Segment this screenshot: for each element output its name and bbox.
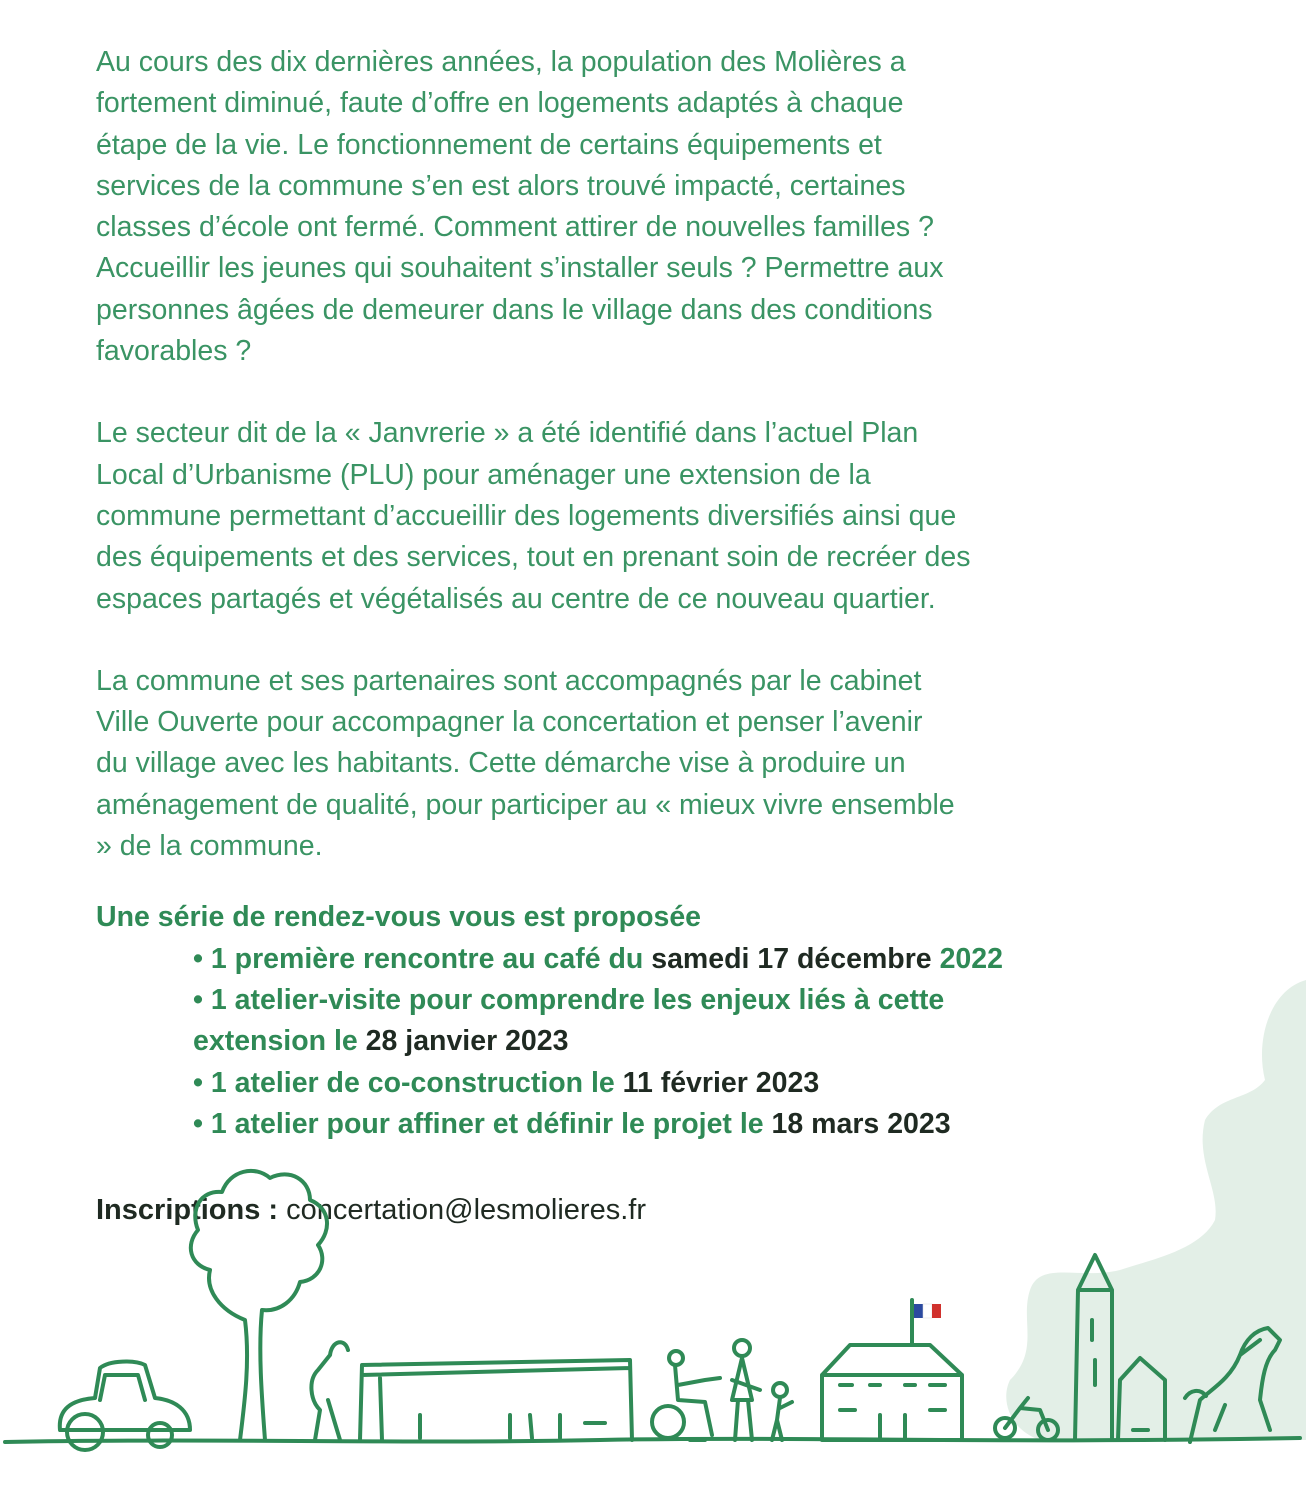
musician-icon bbox=[311, 1342, 348, 1440]
village-illustration bbox=[0, 960, 1306, 1509]
event-text: • 1 première rencontre au café du bbox=[193, 942, 652, 975]
child-icon bbox=[772, 1398, 792, 1440]
car-icon bbox=[60, 1362, 190, 1430]
event-date: samedi 17 décembre bbox=[651, 942, 932, 975]
adult-icon bbox=[732, 1358, 760, 1440]
event-date: 11 février 2023 bbox=[622, 1066, 820, 1099]
event-text: • 1 atelier pour affiner et définir le projet le bbox=[193, 1107, 772, 1140]
townhall-icon bbox=[822, 1345, 962, 1440]
flag-red-icon bbox=[932, 1304, 941, 1318]
event-date: 28 janvier 2023 bbox=[365, 1025, 569, 1058]
event-suffix: 2022 bbox=[931, 942, 1003, 975]
inscriptions-label: Inscriptions : bbox=[96, 1194, 287, 1227]
series-title: Une série de rendez-vous vous est proposée bbox=[96, 901, 702, 934]
janvrerie-paragraph: Le secteur dit de la « Janvrerie » a été identifié dans l’actuel Plan Local d’Urbanisme (PLU) pour aménager une extension de la commune permettant d’accueillir des logements diversifiés ainsi que des équipements et des services, tout en prenant soin de recréer des espaces partagés et végétalisés au centre de ce nouveau quartier. bbox=[96, 417, 971, 615]
event-text: • 1 atelier-visite pour comprendre les enjeux liés à cette extension le bbox=[193, 983, 945, 1058]
ground-line bbox=[5, 1438, 1300, 1442]
email-link[interactable]: concertation@lesmolieres.fr bbox=[286, 1194, 646, 1227]
event-text: • 1 atelier de co-construction le bbox=[193, 1066, 623, 1099]
flag-white-icon bbox=[923, 1304, 932, 1318]
intro-paragraph: Au cours des dix dernières années, la population des Molières a fortement diminué, faute d’offre en logements adaptés à chaque étape de la vie. Le fonctionnement de certains équipements et services de la commune s’en est alors trouvé impacté, certaines classes d’école ont fermé. Comment attirer de nouvelles familles ? Accueillir les jeunes qui souhaitent s’installer seuls ? Permettre aux personnes âgées de demeurer dans le village dans des conditions favorables ? bbox=[96, 46, 944, 368]
partners-paragraph: La commune et ses partenaires sont accompagnés par le cabinet Ville Ouverte pour accompagner la concertation et penser l’avenir du village avec les habitants. Cette démarche vise à produire un aménagement de qualité, pour participer au « mieux vivre ensemble » de la commune. bbox=[96, 664, 955, 863]
hall-icon bbox=[360, 1360, 632, 1440]
tree-icon bbox=[191, 1171, 327, 1440]
flag-blue-icon bbox=[914, 1304, 923, 1318]
event-date: 18 mars 2023 bbox=[771, 1107, 951, 1140]
